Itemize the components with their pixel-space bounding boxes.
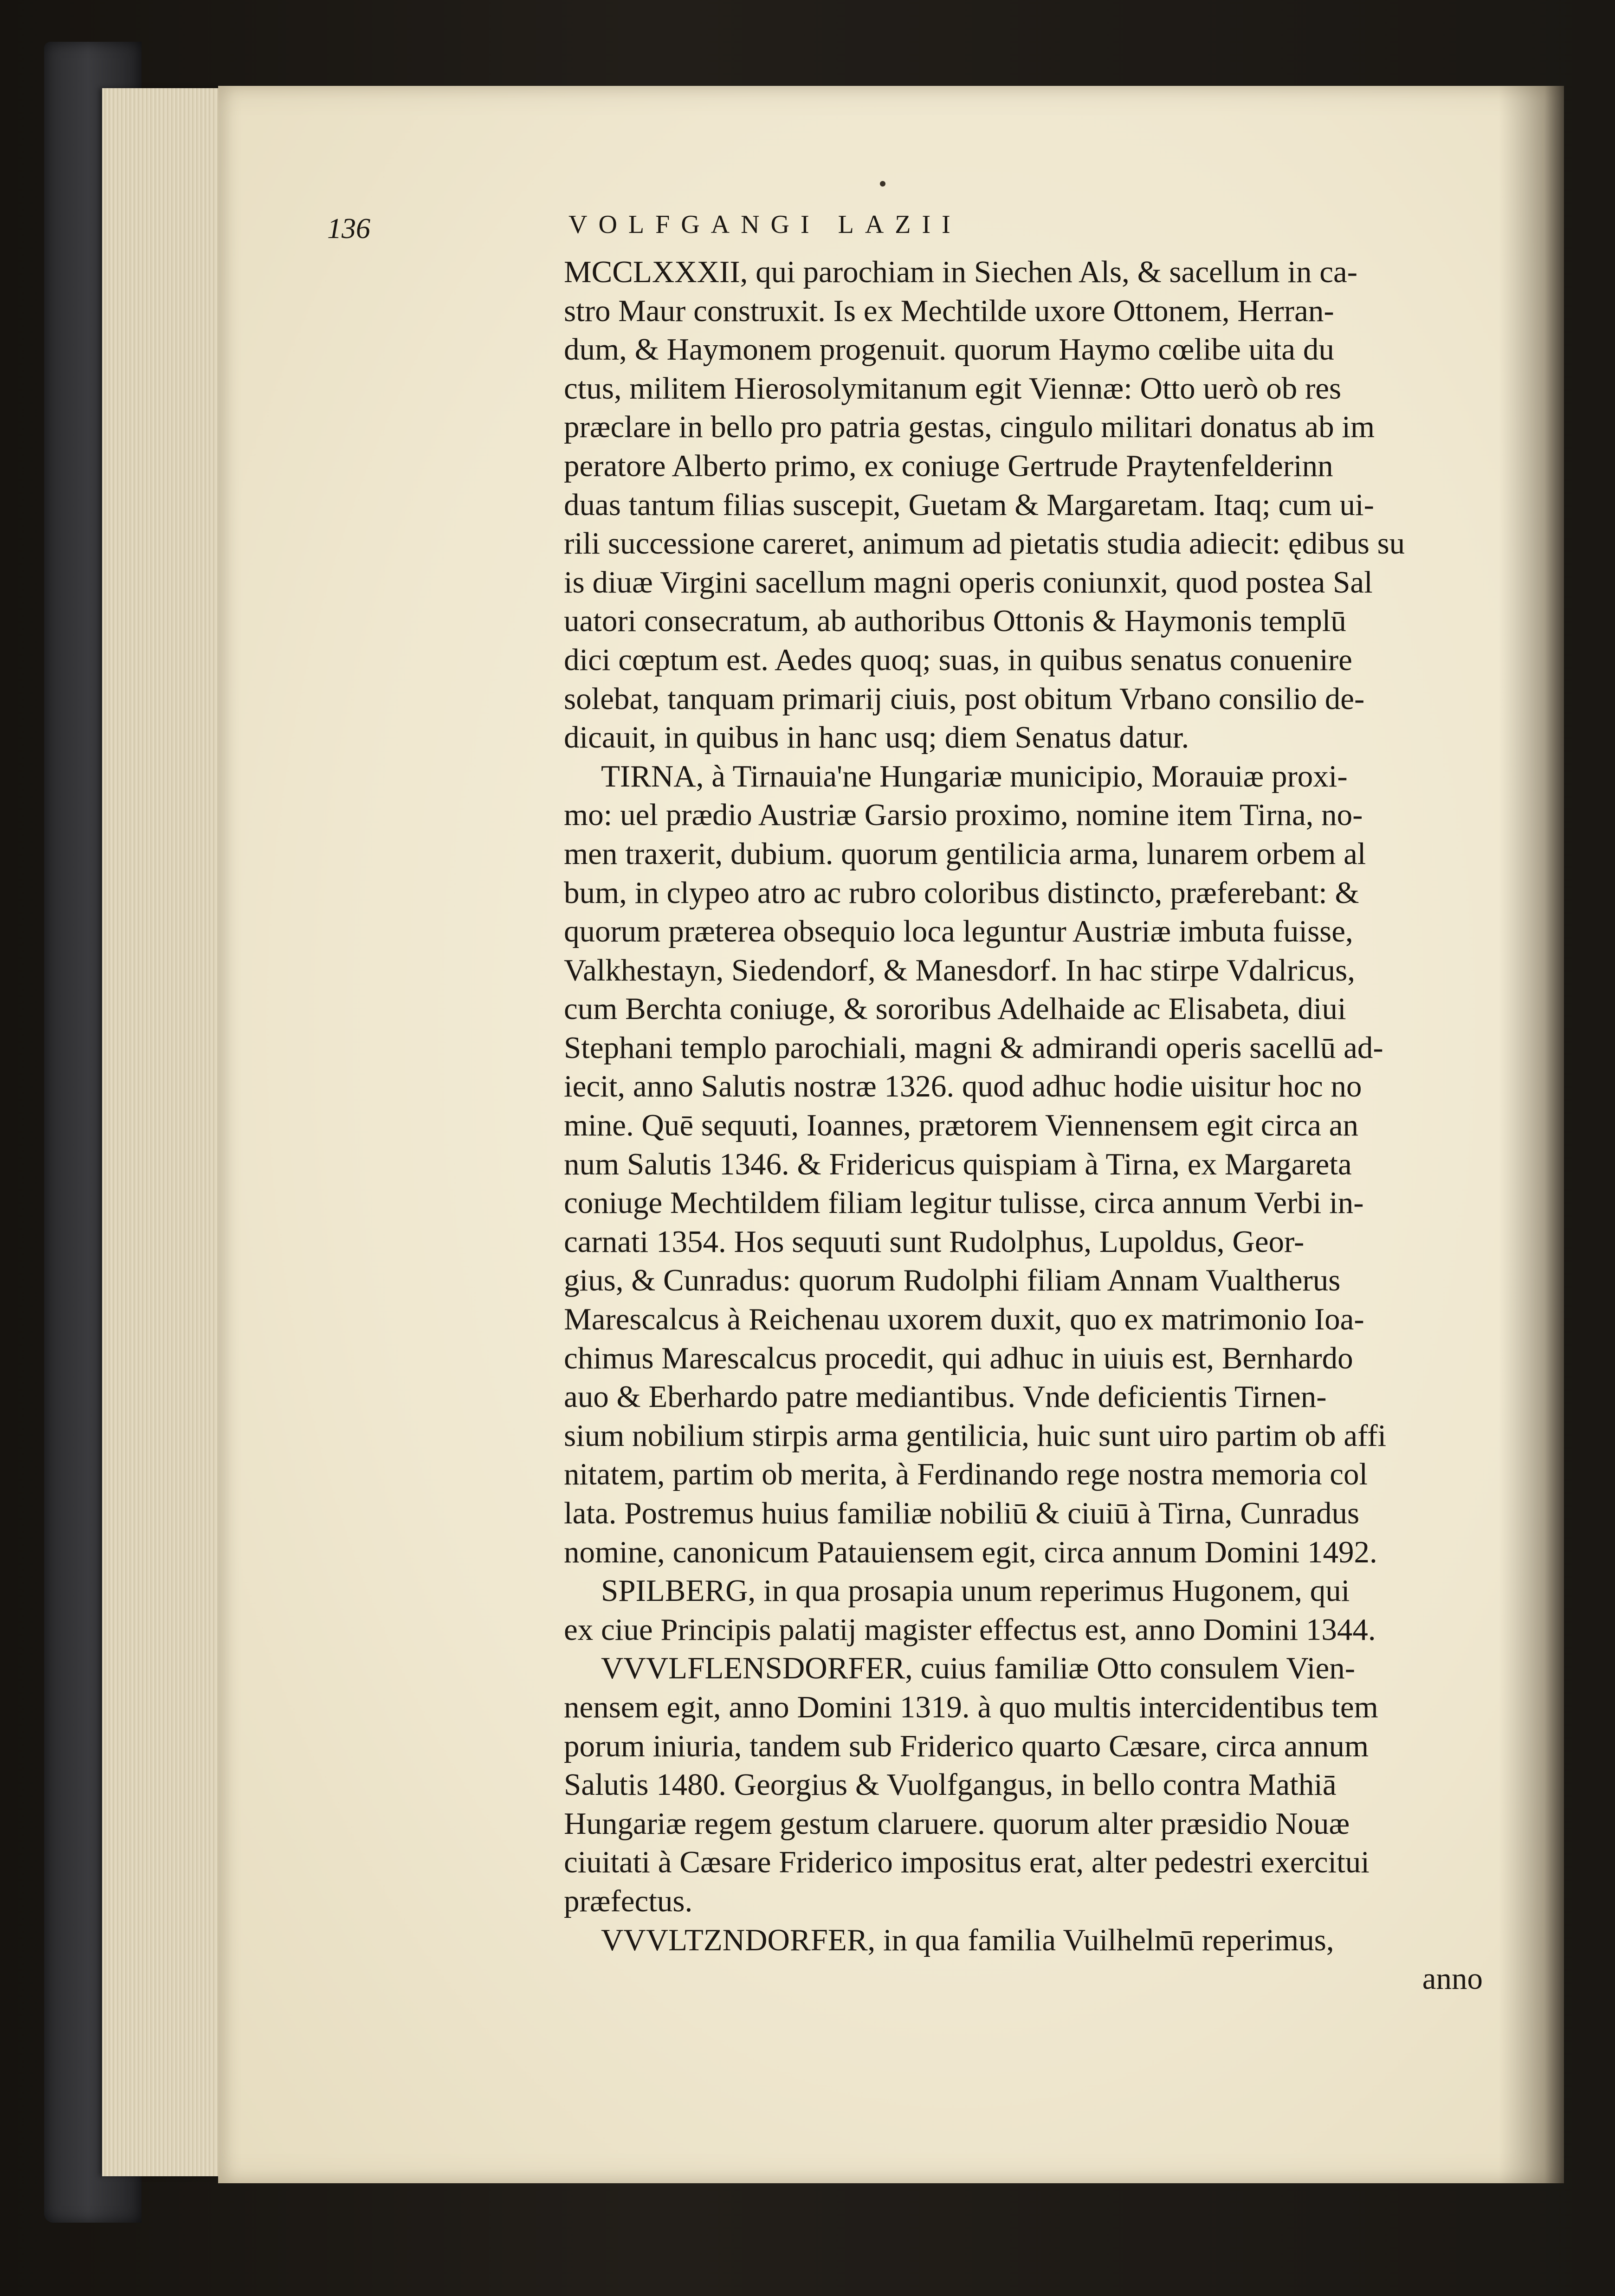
text-line: uatori consecratum, ab authoribus Ottonis & Haymonis templū [564,604,1346,638]
text-line: nomine, canonicum Patauiensem egit, circa annum Domini 1492. [564,1535,1377,1569]
text-line: Hungariæ regem gestum claruere. quorum alter præsidio Nouæ [564,1806,1350,1841]
text-line: ex ciue Principis palatij magister effectus est, anno Domini 1344. [564,1612,1376,1647]
text-line: dum, & Haymonem progenuit. quorum Haymo cœlibe uita du [564,332,1334,367]
text-line: præclare in bello pro patria gestas, cingulo militari donatus ab im [564,410,1375,445]
running-title: VOLFGANGI LAZII [568,210,962,239]
text-line: men traxerit, dubium. quorum gentilicia arma, lunarem orbem al [564,836,1366,871]
page-gutter [1499,86,1564,2183]
page-edges [102,88,223,2176]
page-number: 136 [327,213,370,245]
text-line: is diuæ Virgini sacellum magni operis coniunxit, quod postea Sal [564,565,1373,600]
paragraph-start-line: TIRNA, à Tirnauia'ne Hungariæ municipio, Morauiæ proxi- [601,759,1348,793]
text-line: Marescalcus à Reichenau uxorem duxit, quo ex matrimonio Ioa- [564,1302,1364,1337]
text-line: coniuge Mechtildem filiam legitur tulisse, circa annum Verbi in- [564,1186,1364,1220]
text-line: præfectus. [564,1883,693,1918]
text-line: carnati 1354. Hos sequuti sunt Rudolphus, Lupoldus, Geor- [564,1224,1305,1259]
text-line: rili successione careret, animum ad pietatis studia adiecit: ędibus su [564,526,1405,561]
ornament-dot [880,181,885,187]
paragraph-start-line: VVVLTZNDORFER, in qua familia Vuilhelmū reperimus, [601,1922,1334,1957]
catchword: anno [1422,1961,1483,1996]
text-line: cum Berchta coniuge, & sororibus Adelhaide ac Elisabeta, diui [564,992,1346,1026]
text-line: quorum præterea obsequio loca leguntur Austriæ imbuta fuisse, [564,914,1353,949]
text-line: duas tantum filias suscepit, Guetam & Margaretam. Itaq; cum ui- [564,487,1374,522]
text-line: peratore Alberto primo, ex coniuge Gertrude Praytenfelderinn [564,448,1333,483]
text-line: chimus Marescalcus procedit, qui adhuc in uiuis est, Bernhardo [564,1341,1353,1375]
text-line: dici cœptum est. Aedes quoq; suas, in quibus senatus conuenire [564,642,1352,677]
text-line: MCCLXXXII, qui parochiam in Siechen Als, & sacellum in ca- [564,255,1358,289]
text-line: sium nobilium stirpis arma gentilicia, huic sunt uiro partim ob affi [564,1418,1387,1453]
text-line: Valkhestayn, Siedendorf, & Manesdorf. In hac stirpe Vdalricus, [564,953,1355,987]
text-line: solebat, tanquam primarij ciuis, post obitum Vrbano consilio de- [564,681,1365,716]
paragraph-start-line: VVVLFLENSDORFER, cuius familiæ Otto consulem Vien- [601,1651,1356,1686]
text-line: bum, in clypeo atro ac rubro coloribus distincto, præferebant: & [564,875,1359,910]
text-line: Salutis 1480. Georgius & Vuolfgangus, in bello contra Mathiā [564,1767,1337,1802]
text-line: mine. Quē sequuti, Ioannes, prætorem Viennensem egit circa an [564,1108,1359,1143]
text-line: ciuitati à Cæsare Friderico impositus erat, alter pedestri exercitui [564,1845,1370,1880]
text-line: ctus, militem Hierosolymitanum egit Viennæ: Otto uerò ob res [564,371,1342,406]
body-text [564,253,1483,1999]
text-line: dicauit, in quibus in hanc usq; diem Senatus datur. [564,720,1189,755]
text-line: num Salutis 1346. & Fridericus quispiam à Tirna, ex Margareta [564,1147,1352,1181]
text-line: iecit, anno Salutis nostræ 1326. quod adhuc hodie uisitur hoc no [564,1069,1362,1104]
text-line: gius, & Cunradus: quorum Rudolphi filiam Annam Vualtherus [564,1263,1341,1298]
text-line: Stephani templo parochiali, magni & admirandi operis sacellū ad- [564,1030,1383,1065]
running-head [327,208,1395,245]
text-line: nitatem, partim ob merita, à Ferdinando rege nostra memoria col [564,1457,1368,1492]
text-line: nensem egit, anno Domini 1319. à quo multis intercidentibus tem [564,1690,1378,1724]
paragraph-start-line: SPILBERG, in qua prosapia unum reperimus Hugonem, qui [601,1574,1350,1608]
text-line: porum iniuria, tandem sub Friderico quarto Cæsare, circa annum [564,1728,1369,1763]
text-line: mo: uel prædio Austriæ Garsio proximo, nomine item Tirna, no- [564,798,1363,832]
text-line: auo & Eberhardo patre mediantibus. Vnde deficientis Tirnen- [564,1380,1327,1414]
text-line: stro Maur construxit. Is ex Mechtilde uxore Ottonem, Herran- [564,293,1334,328]
text-line: lata. Postremus huius familiæ nobiliū & ciuiū à Tirna, Cunradus [564,1496,1360,1530]
